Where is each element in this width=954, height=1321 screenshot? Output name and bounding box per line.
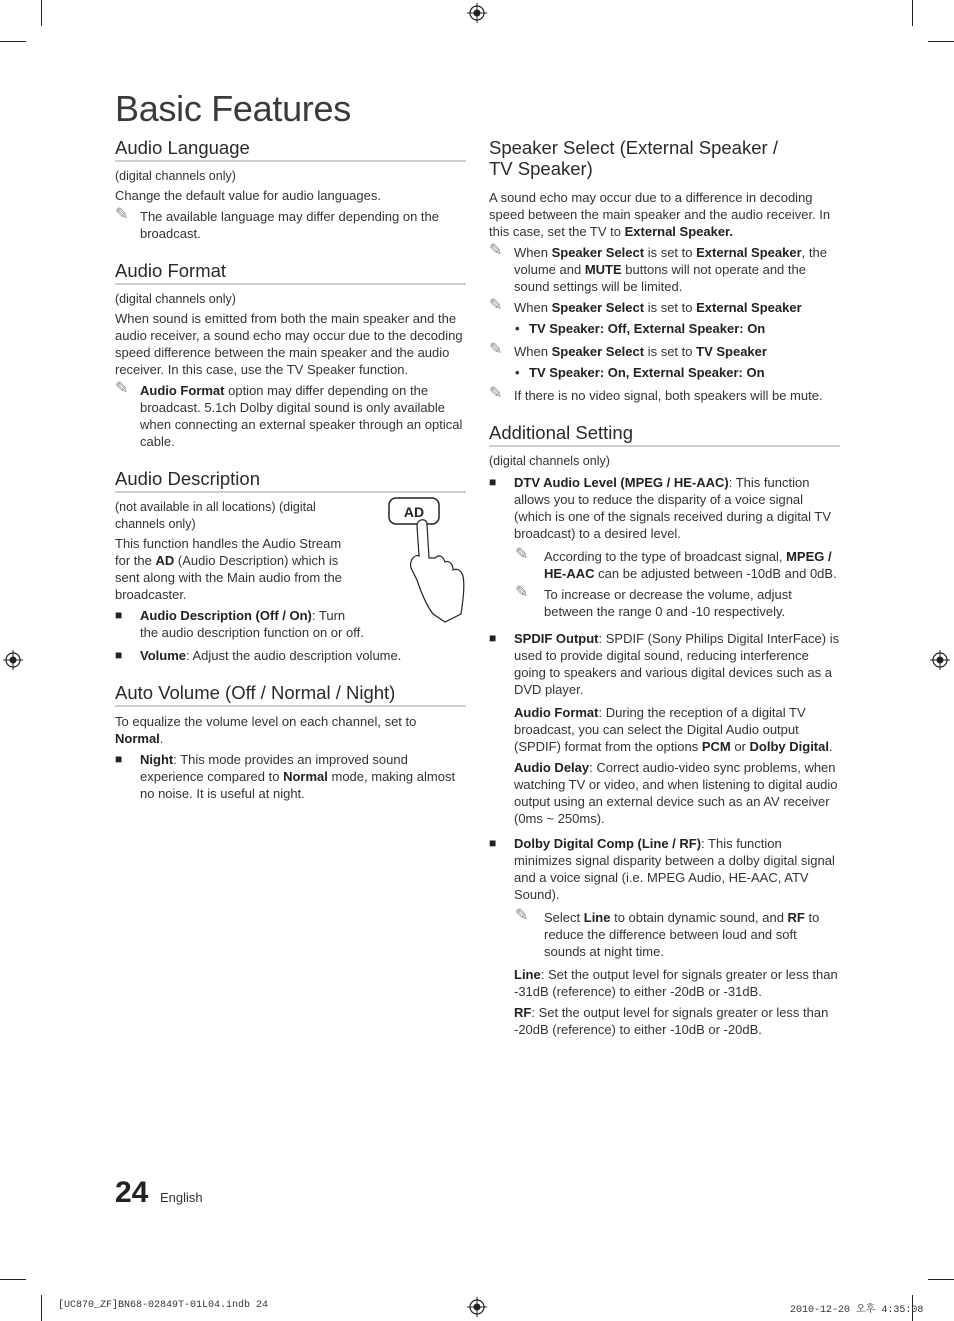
memo-note: ✎ If there is no video signal, both speakers will be mute. [489,385,823,403]
bullet-item: ■ DTV Audio Level (MPEG / HE-AAC): This function allows you to reduce the disparity of a voice signal (which is one of the signals received during a digital TV broadcast) to a desired level. [489,475,831,541]
section-heading: Audio Description [115,468,466,493]
section-heading: Auto Volume (Off / Normal / Night) [115,682,466,707]
section-audio-description [115,468,466,664]
registration-mark-icon [467,1297,487,1317]
memo-note: ✎ When Speaker Select is set to TV Speaker [489,341,767,359]
section-auto-volume [115,682,466,802]
memo-note [115,208,466,242]
square-bullet-icon: ■ [115,752,123,766]
square-bullet-icon: ■ [489,631,497,645]
sub-paragraph: Audio Format: During the reception of a digital TV broadcast, you can select the Digital Audio output (SPDIF) format from the options PCM or Dolby Digital. [514,705,833,754]
memo-note: ✎ When Speaker Select is set to External Speaker, the volume and MUTE buttons will not operate and the sound settings will be limited. [489,242,827,294]
registration-mark-icon [930,650,950,670]
memo-text: The available language may differ depending on the broadcast. [140,209,439,241]
paragraph: A sound echo may occur due to a difference in decoding speed between the main speaker and the audio receiver. In this case, set the TV to External Speaker. [489,190,831,239]
square-bullet-icon: ■ [115,648,123,662]
section-additional-setting [489,422,840,1038]
sub-paragraph: Line: Set the output level for signals greater or less than -31dB (reference) to either -20dB or -31dB. [514,967,838,999]
sub-paragraph: RF: Set the output level for signals greater or less than -20dB (reference) to either -10dB or -20dB. [514,1005,829,1037]
section-heading: Audio Language [115,137,466,162]
dot-bullet-icon: • [515,365,520,380]
page-title: Basic Features [115,88,351,129]
square-bullet-icon: ■ [489,475,497,489]
square-bullet-icon: ■ [489,836,497,850]
page-number: 24 [115,1176,149,1209]
pencil-icon: ✎ [115,380,129,397]
memo-note: ✎ To increase or decrease the volume, adjust between the range 0 and -10 respectively. [515,584,792,619]
dot-item: • TV Speaker: Off, External Speaker: On [515,321,766,336]
crop-mark [41,0,42,26]
crop-mark [928,41,954,42]
ad-button-label: AD [403,504,425,520]
pencil-icon: ✎ [515,546,529,563]
square-bullet-icon: ■ [115,608,123,622]
bullet-item: ■ Night: This mode provides an improved sound experience compared to Normal mode, making almost no noise. It is useful at night. [115,752,456,801]
pencil-icon: ✎ [515,907,529,924]
paragraph: (digital channels only) [489,454,610,468]
print-slug-right: 2010-12-20 오후 4:35:08 [790,1305,924,1316]
pencil-icon: ✎ [515,584,529,601]
section-heading: Speaker Select (External Speaker / TV Speaker) [489,137,778,179]
pencil-icon: ✎ [115,206,129,223]
bullet-item: ■ SPDIF Output: SPDIF (Sony Philips Digital InterFace) is used to provide digital sound, reducing interference going to speakers and various digital devices such as a DVD player. [489,631,840,697]
paragraph: (digital channels only) [115,292,236,306]
dot-bullet-icon: • [515,321,520,336]
pencil-icon: ✎ [489,341,503,358]
memo-text: option may differ depending on the broadcast. 5.1ch Dolby digital sound is only available when connecting an external speaker through an optical cable. [140,383,463,449]
crop-mark [41,1295,42,1321]
sub-paragraph: Audio Delay: Correct audio-video sync problems, when watching TV or video, and when listening to digital audio output using an external device such as an AV receiver (0ms ~ 250ms). [514,760,838,826]
paragraph: This function handles the Audio Stream for the AD (Audio Description) which is sent along with the Main audio from the broadcaster. [115,536,342,602]
memo-note [115,382,466,450]
print-slug-left: [UC870_ZF]BN68-02849T-01L04.indb 24 [58,1300,269,1311]
memo-note: ✎ When Speaker Select is set to External Speaker [489,297,802,315]
left-column [115,137,466,820]
section-audio-language [115,137,466,242]
memo-note: ✎ Select Line to obtain dynamic sound, and RF to reduce the difference between loud and soft sounds at night time. [515,907,820,959]
right-column [489,137,840,1056]
pencil-icon: ✎ [489,297,503,314]
registration-mark-icon [467,3,487,23]
pencil-icon: ✎ [489,242,503,259]
paragraph: Change the default value for audio languages. [115,188,381,203]
bullet-item: ■ Dolby Digital Comp (Line / RF): This function minimizes signal disparity between a dolby digital signal and a voice signal (i.e. MPEG Audio, HE-AAC, ATV Sound). [489,836,835,902]
registration-mark-icon [3,650,23,670]
section-heading: Additional Setting [489,422,840,447]
crop-mark [0,1279,26,1280]
bullet-item: ■ Volume: Adjust the audio description volume. [115,648,402,663]
section-speaker-select [489,137,840,404]
section-audio-format [115,260,466,450]
crop-mark [928,1279,954,1280]
dot-item: • TV Speaker: On, External Speaker: On [515,365,765,380]
memo-bold: Audio Format [140,383,225,398]
pencil-icon: ✎ [489,385,503,402]
paragraph: (digital channels only) [115,169,236,183]
memo-note: ✎ According to the type of broadcast signal, MPEG / HE-AAC can be adjusted between -10dB and 0dB. [515,546,837,581]
page-language: English [160,1190,203,1205]
bullet-item: ■ Audio Description (Off / On): Turn the audio description function on or off. [115,608,364,640]
paragraph: (not available in all locations) (digital channels only) [115,500,316,531]
paragraph: When sound is emitted from both the main speaker and the audio receiver, a sound echo may occur due to the decoding speed difference between the main speaker and the audio receiver. In this case, use the TV Speaker function. [115,311,463,377]
section-heading: Audio Format [115,260,466,285]
crop-mark [0,41,26,42]
paragraph: To equalize the volume level on each channel, set to Normal. [115,714,417,746]
crop-mark [912,0,913,26]
